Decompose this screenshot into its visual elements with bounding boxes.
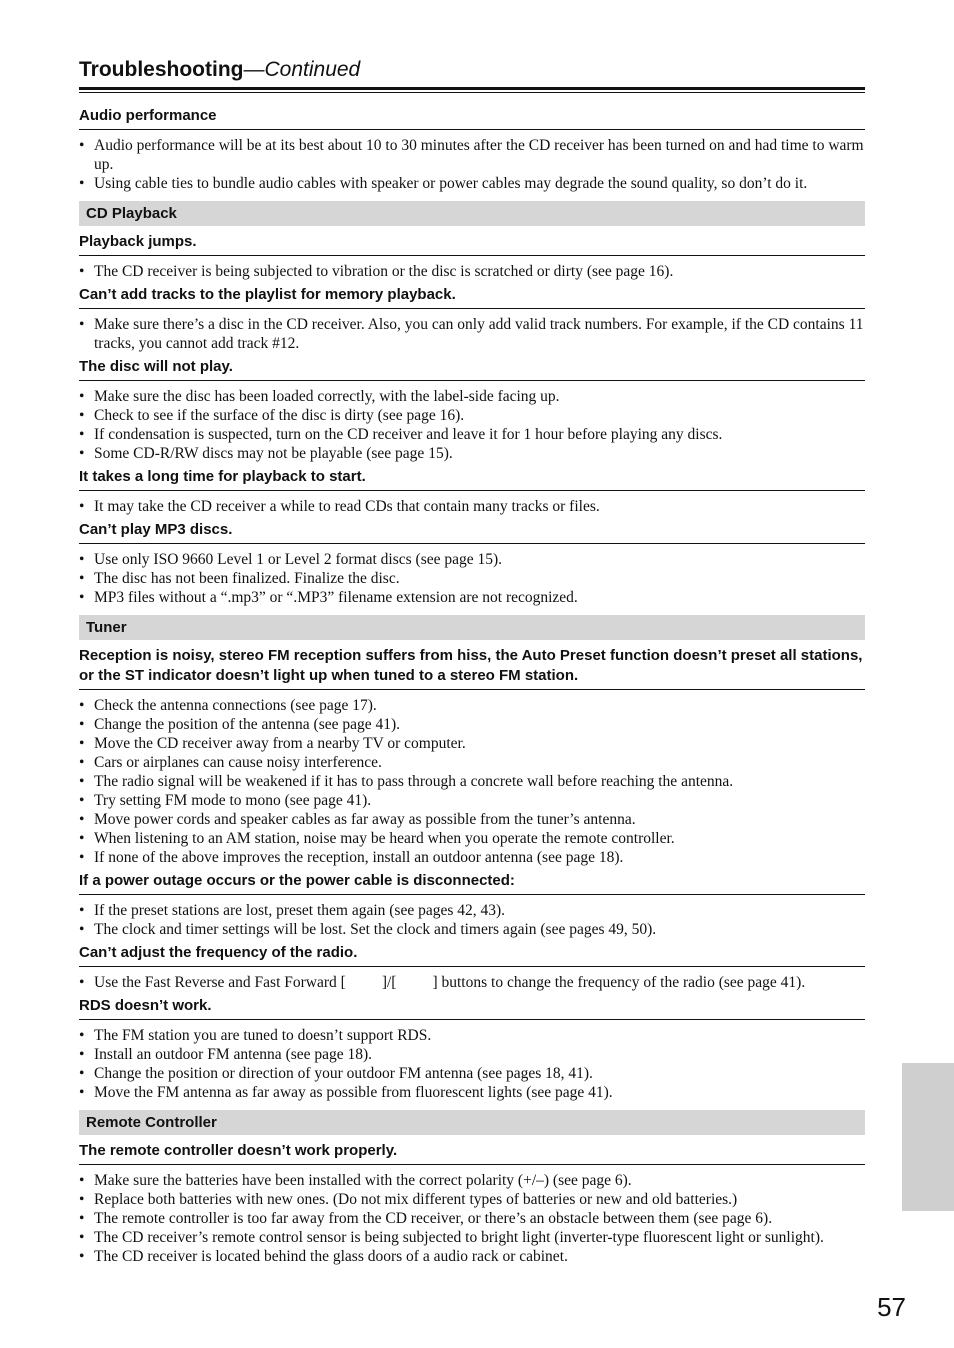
question-heading: Can’t add tracks to the playlist for memory playback. <box>79 285 865 309</box>
list-item: • Using cable ties to bundle audio cables with speaker or power cables may degrade the sound quality, so don’t do it. <box>79 174 865 193</box>
question-heading: If a power outage occurs or the power cable is disconnected: <box>79 871 865 895</box>
list-item: • The radio signal will be weakened if it has to pass through a concrete wall before reaching the antenna. <box>79 772 865 791</box>
list-item: • Check to see if the surface of the disc is dirty (see page 16). <box>79 406 865 425</box>
list-item: • Replace both batteries with new ones. (Do not mix different types of batteries or new and old batteries.) <box>79 1190 865 1209</box>
list-item: • The remote controller is too far away from the CD receiver, or there’s an obstacle between them (see page 6). <box>79 1209 865 1228</box>
list-item: • MP3 files without a “.mp3” or “.MP3” filename extension are not recognized. <box>79 588 865 607</box>
question-heading: It takes a long time for playback to start. <box>79 467 865 491</box>
question-heading: Can’t play MP3 discs. <box>79 520 865 544</box>
list-item: • The CD receiver is located behind the glass doors of a audio rack or cabinet. <box>79 1247 865 1266</box>
title-continued: —Continued <box>243 58 361 81</box>
side-tab <box>902 1063 954 1211</box>
question-heading: The disc will not play. <box>79 357 865 381</box>
item-text: ] buttons to change the frequency of the radio (see page 41). <box>432 974 806 991</box>
list-item: • When listening to an AM station, noise may be heard when you operate the remote controller. <box>79 829 865 848</box>
list-item: • The FM station you are tuned to doesn’t support RDS. <box>79 1026 865 1045</box>
answer-list <box>79 387 865 463</box>
section-cd-playback: CD Playback <box>79 201 865 226</box>
list-item: • Install an outdoor FM antenna (see page 18). <box>79 1045 865 1064</box>
audio-heading: Audio performance <box>79 106 865 130</box>
list-item: • Cars or airplanes can cause noisy interference. <box>79 753 865 772</box>
list-item: • The CD receiver’s remote control sensor is being subjected to bright light (inverter-type fluorescent light or sunlight). <box>79 1228 865 1247</box>
answer-list <box>79 973 865 992</box>
list-item: • Move power cords and speaker cables as far away as possible from the tuner’s antenna. <box>79 810 865 829</box>
list-item: • Move the CD receiver away from a nearby TV or computer. <box>79 734 865 753</box>
list-item: • If condensation is suspected, turn on the CD receiver and leave it for 1 hour before playing any discs. <box>79 425 865 444</box>
list-item: • Audio performance will be at its best about 10 to 30 minutes after the CD receiver has been turned on and had time to warm up. <box>79 136 865 174</box>
list-item: • Move the FM antenna as far away as possible from fluorescent lights (see page 41). <box>79 1083 865 1102</box>
list-item: • If the preset stations are lost, preset them again (see pages 42, 43). <box>79 901 865 920</box>
list-item: • Check the antenna connections (see page 17). <box>79 696 865 715</box>
list-item: • Some CD-R/RW discs may not be playable (see page 15). <box>79 444 865 463</box>
question-heading: Playback jumps. <box>79 232 865 256</box>
answer-list <box>79 315 865 353</box>
title-rule-thin <box>79 92 865 93</box>
list-item: • The disc has not been finalized. Finalize the disc. <box>79 569 865 588</box>
question-heading: Can’t adjust the frequency of the radio. <box>79 943 865 967</box>
title-rule <box>79 87 865 90</box>
list-item: • Use only ISO 9660 Level 1 or Level 2 format discs (see page 15). <box>79 550 865 569</box>
list-item: • The clock and timer settings will be lost. Set the clock and timers again (see pages 49, 50). <box>79 920 865 939</box>
question-heading: The remote controller doesn’t work properly. <box>79 1141 865 1165</box>
answer-list <box>79 696 865 867</box>
list-item: • It may take the CD receiver a while to read CDs that contain many tracks or files. <box>79 497 865 516</box>
list-item: • Make sure the batteries have been installed with the correct polarity (+/–) (see page 6). <box>79 1171 865 1190</box>
answer-list <box>79 550 865 607</box>
list-item: • Make sure the disc has been loaded correctly, with the label-side facing up. <box>79 387 865 406</box>
answer-list <box>79 1171 865 1266</box>
answer-list <box>79 497 865 516</box>
list-item: • If none of the above improves the reception, install an outdoor antenna (see page 18). <box>79 848 865 867</box>
list-item: • Change the position of the antenna (see page 41). <box>79 715 865 734</box>
answer-list <box>79 901 865 939</box>
section-tuner: Tuner <box>79 615 865 640</box>
question-heading: Reception is noisy, stereo FM reception suffers from hiss, the Auto Preset function doesn’t preset all stations, or the ST indicator doesn’t light up when tuned to a stereo FM station. <box>79 646 865 690</box>
title-text: Troubleshooting <box>79 58 244 81</box>
page-number: 57 <box>877 1292 906 1322</box>
list-item <box>79 973 865 992</box>
list-item: • The CD receiver is being subjected to vibration or the disc is scratched or dirty (see page 16). <box>79 262 865 281</box>
list-item: • Change the position or direction of your outdoor FM antenna (see pages 18, 41). <box>79 1064 865 1083</box>
answer-list <box>79 1026 865 1102</box>
item-text: ]/[ <box>381 974 397 991</box>
content <box>79 106 865 1266</box>
answer-list <box>79 262 865 281</box>
section-remote-controller: Remote Controller <box>79 1110 865 1135</box>
audio-list <box>79 136 865 193</box>
list-item: • Try setting FM mode to mono (see page 41). <box>79 791 865 810</box>
list-item: • Make sure there’s a disc in the CD receiver. Also, you can only add valid track numbers. For example, if the CD contains 11 tracks, you cannot add track #12. <box>79 315 865 353</box>
page-title <box>79 57 360 83</box>
question-heading: RDS doesn’t work. <box>79 996 865 1020</box>
item-text: Use the Fast Reverse and Fast Forward [ <box>94 974 346 991</box>
